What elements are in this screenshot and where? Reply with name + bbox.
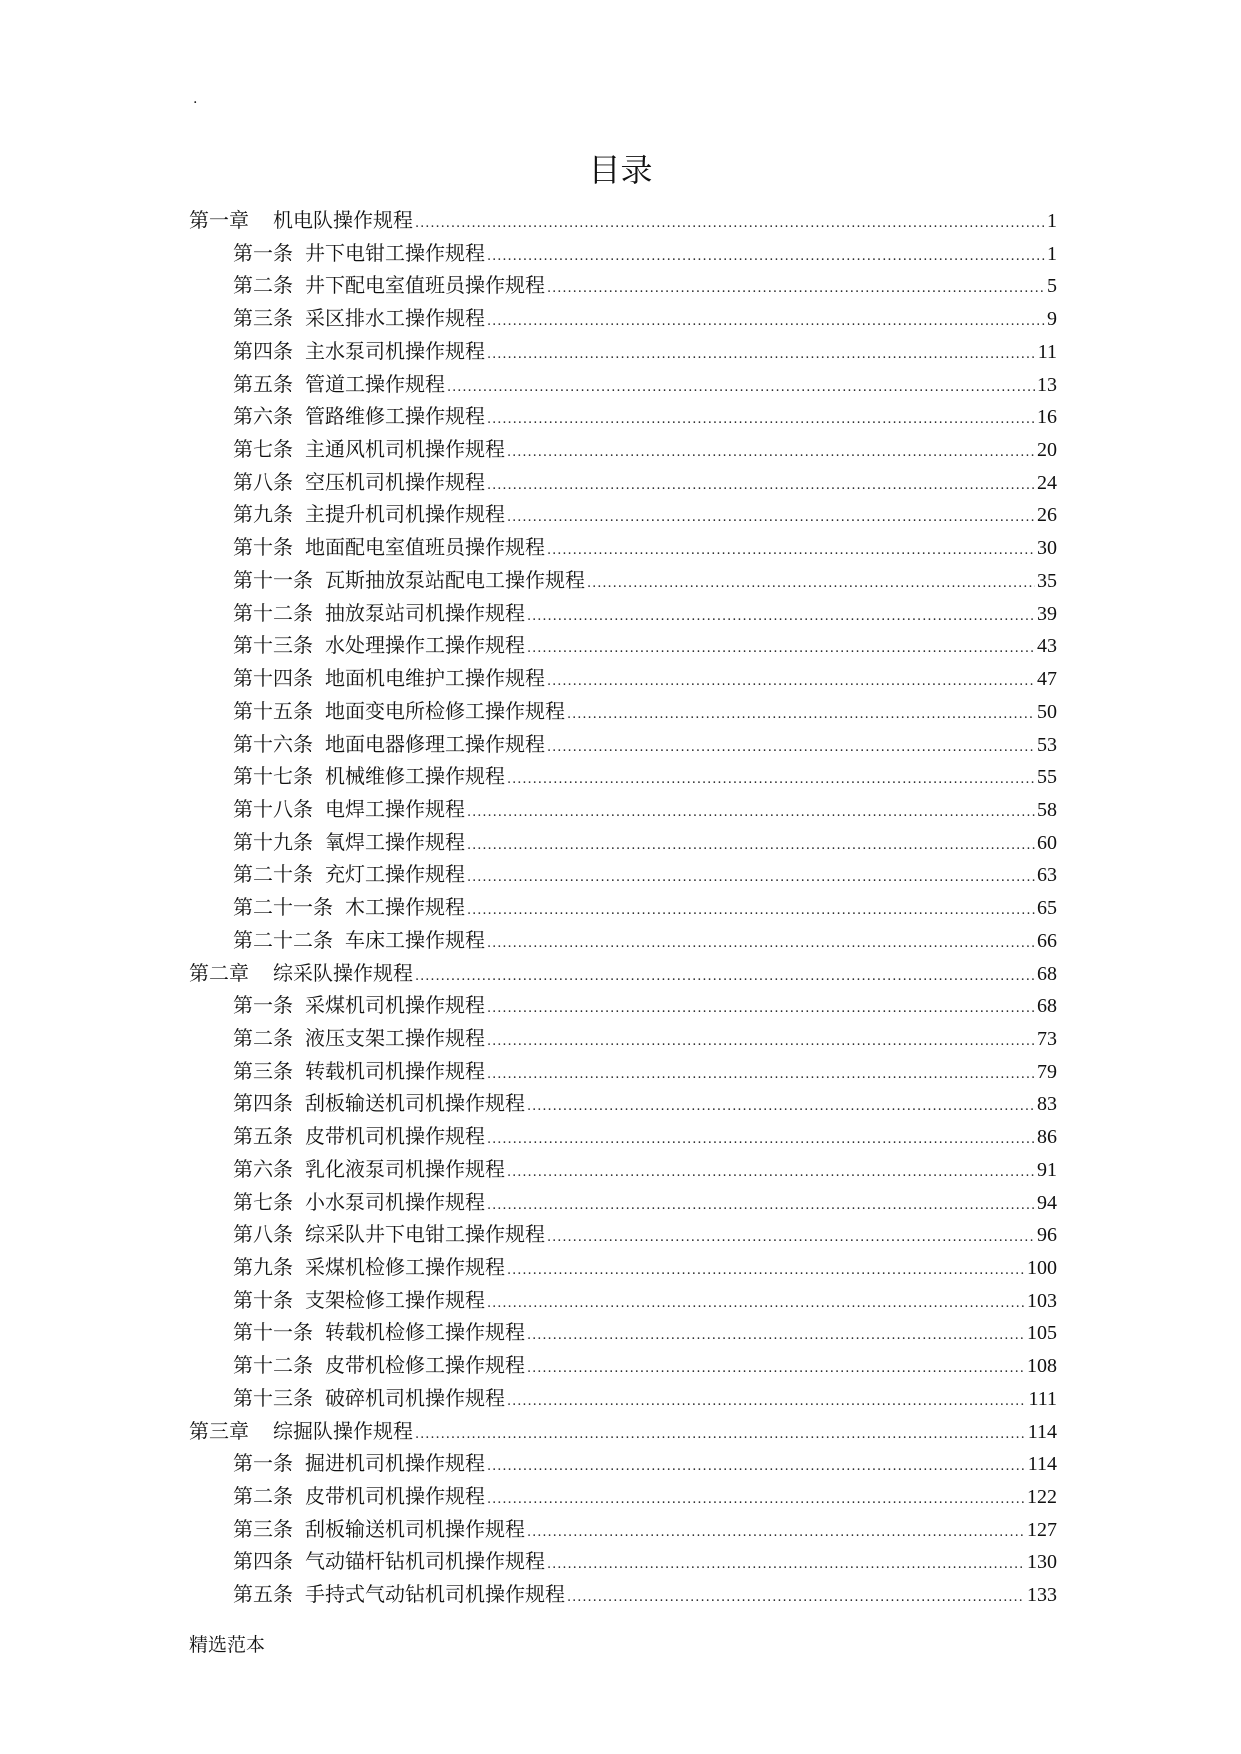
toc-page-number: 79 bbox=[1037, 1060, 1057, 1083]
toc-dot-leader bbox=[567, 1582, 1025, 1615]
toc-entry-number: 第九条 bbox=[233, 502, 293, 527]
toc-entry-number: 第一条 bbox=[233, 1451, 293, 1476]
toc-entry-title: 小水泵司机操作规程 bbox=[305, 1189, 485, 1214]
toc-entry-number: 第十条 bbox=[233, 535, 293, 560]
toc-page-number: 47 bbox=[1037, 668, 1057, 691]
toc-entry-number: 第六条 bbox=[233, 404, 293, 429]
toc-dot-leader bbox=[415, 1419, 1026, 1452]
toc-chapter-entry[interactable] bbox=[189, 957, 1057, 990]
page-footer: 精选范本 bbox=[189, 1634, 266, 1656]
toc-dot-leader bbox=[467, 830, 1035, 863]
toc-section-entry[interactable] bbox=[189, 400, 1057, 433]
toc-page-number: 114 bbox=[1027, 1420, 1057, 1443]
toc-dot-leader bbox=[415, 208, 1045, 241]
toc-page-number: 60 bbox=[1037, 831, 1057, 854]
toc-entry-number: 第八条 bbox=[233, 1222, 293, 1247]
toc-entry-title: 液压支架工操作规程 bbox=[305, 1025, 485, 1050]
toc-entry-title: 地面变电所检修工操作规程 bbox=[325, 698, 565, 723]
toc-page-number: 30 bbox=[1037, 537, 1057, 560]
table-of-contents bbox=[189, 204, 1057, 1611]
toc-entry-number: 第六条 bbox=[233, 1156, 293, 1181]
toc-entry-title: 采区排水工操作规程 bbox=[305, 306, 485, 331]
toc-section-entry[interactable] bbox=[189, 1578, 1057, 1611]
toc-dot-leader bbox=[487, 1484, 1025, 1517]
toc-dot-leader bbox=[487, 1026, 1035, 1059]
toc-section-entry[interactable] bbox=[189, 1382, 1057, 1415]
toc-page-number: 111 bbox=[1028, 1387, 1057, 1410]
toc-entry-number: 第五条 bbox=[233, 371, 293, 396]
toc-page-number: 65 bbox=[1037, 897, 1057, 920]
toc-entry-title: 地面配电室值班员操作规程 bbox=[305, 535, 545, 560]
toc-entry-title: 主提升机司机操作规程 bbox=[305, 502, 505, 527]
toc-entry-number: 第四条 bbox=[233, 338, 293, 363]
toc-entry-title: 采煤机司机操作规程 bbox=[305, 993, 485, 1018]
toc-section-entry[interactable] bbox=[189, 302, 1057, 335]
toc-page-number: 133 bbox=[1027, 1584, 1057, 1607]
toc-section-entry[interactable] bbox=[189, 695, 1057, 728]
toc-page-number: 94 bbox=[1037, 1191, 1057, 1214]
toc-page-number: 83 bbox=[1037, 1093, 1057, 1116]
toc-section-entry[interactable] bbox=[189, 269, 1057, 302]
toc-entry-number: 第三条 bbox=[233, 306, 293, 331]
toc-entry-title: 刮板输送机司机操作规程 bbox=[305, 1516, 525, 1541]
toc-entry-number: 第八条 bbox=[233, 469, 293, 494]
toc-dot-leader bbox=[547, 535, 1035, 568]
toc-dot-leader bbox=[487, 470, 1035, 503]
toc-page-number: 55 bbox=[1037, 766, 1057, 789]
toc-section-entry[interactable] bbox=[189, 1513, 1057, 1546]
toc-page-number: 127 bbox=[1027, 1518, 1057, 1541]
toc-dot-leader bbox=[467, 862, 1035, 895]
toc-page-number: 105 bbox=[1027, 1322, 1057, 1345]
toc-entry-title: 采煤机检修工操作规程 bbox=[305, 1255, 505, 1279]
toc-page-number: 16 bbox=[1037, 406, 1057, 429]
toc-entry-title: 乳化液泵司机操作规程 bbox=[305, 1156, 505, 1181]
toc-page-number: 9 bbox=[1047, 308, 1057, 331]
toc-dot-leader bbox=[547, 732, 1035, 765]
toc-entry-number: 第一条 bbox=[233, 993, 293, 1018]
toc-entry-title: 机电队操作规程 bbox=[273, 208, 413, 232]
toc-dot-leader bbox=[567, 699, 1035, 732]
toc-page-number: 5 bbox=[1047, 275, 1057, 298]
toc-page-number: 114 bbox=[1027, 1453, 1057, 1476]
toc-dot-leader bbox=[547, 666, 1035, 699]
toc-dot-leader bbox=[487, 1059, 1035, 1092]
toc-section-entry[interactable] bbox=[189, 1022, 1057, 1055]
toc-section-entry[interactable] bbox=[189, 826, 1057, 859]
toc-dot-leader bbox=[487, 1451, 1026, 1484]
toc-page-number: 24 bbox=[1037, 471, 1057, 494]
toc-section-entry[interactable] bbox=[189, 793, 1057, 826]
toc-entry-title: 皮带机司机操作规程 bbox=[305, 1484, 485, 1509]
toc-dot-leader bbox=[507, 1157, 1035, 1190]
toc-entry-title: 水处理操作工操作规程 bbox=[325, 633, 525, 658]
toc-dot-leader bbox=[527, 1353, 1025, 1386]
toc-entry-number: 第十一条 bbox=[233, 1320, 313, 1345]
toc-page-number: 91 bbox=[1037, 1158, 1057, 1181]
toc-section-entry[interactable] bbox=[189, 1349, 1057, 1382]
toc-page-number: 103 bbox=[1027, 1289, 1057, 1312]
toc-dot-leader bbox=[507, 502, 1035, 535]
toc-section-entry[interactable] bbox=[189, 433, 1057, 466]
toc-entry-number: 第五条 bbox=[233, 1124, 293, 1149]
toc-entry-number: 第三条 bbox=[233, 1058, 293, 1083]
toc-entry-title: 掘进机司机操作规程 bbox=[305, 1451, 485, 1476]
toc-section-entry[interactable] bbox=[189, 891, 1057, 924]
toc-dot-leader bbox=[527, 1517, 1025, 1550]
toc-entry-title: 井下电钳工操作规程 bbox=[305, 240, 485, 265]
toc-entry-title: 主水泵司机操作规程 bbox=[305, 338, 485, 363]
toc-entry-title: 井下配电室值班员操作规程 bbox=[305, 273, 545, 298]
toc-section-entry[interactable] bbox=[189, 1120, 1057, 1153]
toc-section-entry[interactable] bbox=[189, 760, 1057, 793]
toc-entry-number: 第三条 bbox=[233, 1516, 293, 1541]
toc-entry-number: 第一章 bbox=[189, 208, 249, 232]
toc-section-entry[interactable] bbox=[189, 1447, 1057, 1480]
toc-page-number: 122 bbox=[1027, 1486, 1057, 1509]
toc-page-number: 50 bbox=[1037, 700, 1057, 723]
toc-page-number: 35 bbox=[1037, 569, 1057, 592]
toc-dot-leader bbox=[527, 633, 1035, 666]
toc-entry-number: 第七条 bbox=[233, 437, 293, 462]
toc-dot-leader bbox=[447, 372, 1035, 405]
toc-page-number: 68 bbox=[1037, 995, 1057, 1018]
toc-entry-title: 转载机司机操作规程 bbox=[305, 1058, 485, 1083]
toc-title: 目录 bbox=[588, 151, 653, 189]
toc-dot-leader bbox=[527, 1091, 1035, 1124]
toc-dot-leader bbox=[487, 1124, 1035, 1157]
toc-page-number: 96 bbox=[1037, 1224, 1057, 1247]
toc-entry-title: 综采队井下电钳工操作规程 bbox=[305, 1222, 545, 1247]
toc-entry-number: 第二条 bbox=[233, 1025, 293, 1050]
toc-entry-number: 第二条 bbox=[233, 273, 293, 298]
toc-section-entry[interactable] bbox=[189, 335, 1057, 368]
toc-page-number: 63 bbox=[1037, 864, 1057, 887]
toc-dot-leader bbox=[487, 241, 1045, 274]
toc-dot-leader bbox=[587, 568, 1035, 601]
toc-entry-title: 刮板输送机司机操作规程 bbox=[305, 1091, 525, 1116]
toc-section-entry[interactable] bbox=[189, 1545, 1057, 1578]
toc-entry-number: 第十三条 bbox=[233, 1385, 313, 1410]
toc-entry-title: 手持式气动钻机司机操作规程 bbox=[305, 1582, 565, 1607]
toc-entry-number: 第十六条 bbox=[233, 731, 313, 756]
toc-entry-number: 第九条 bbox=[233, 1255, 293, 1279]
toc-section-entry[interactable] bbox=[189, 1055, 1057, 1088]
toc-entry-number: 第二条 bbox=[233, 1484, 293, 1509]
toc-entry-number: 第十二条 bbox=[233, 600, 313, 625]
toc-dot-leader bbox=[507, 1386, 1026, 1419]
toc-page-number: 1 bbox=[1047, 210, 1057, 232]
toc-page-number: 108 bbox=[1027, 1355, 1057, 1378]
toc-entry-number: 第十二条 bbox=[233, 1353, 313, 1378]
toc-entry-number: 第二十一条 bbox=[233, 895, 333, 920]
toc-entry-title: 木工操作规程 bbox=[345, 895, 465, 920]
toc-page-number: 130 bbox=[1027, 1551, 1057, 1574]
toc-dot-leader bbox=[487, 306, 1045, 339]
toc-entry-number: 第十五条 bbox=[233, 698, 313, 723]
toc-section-entry[interactable] bbox=[189, 924, 1057, 957]
toc-section-entry[interactable] bbox=[189, 1284, 1057, 1317]
toc-page-number: 26 bbox=[1037, 504, 1057, 527]
toc-section-entry[interactable] bbox=[189, 1153, 1057, 1186]
toc-entry-number: 第十条 bbox=[233, 1287, 293, 1312]
toc-page-number: 20 bbox=[1037, 439, 1057, 462]
toc-entry-title: 抽放泵站司机操作规程 bbox=[325, 600, 525, 625]
toc-section-entry[interactable] bbox=[189, 597, 1057, 630]
toc-section-entry[interactable] bbox=[189, 1087, 1057, 1120]
toc-entry-number: 第十八条 bbox=[233, 796, 313, 821]
toc-entry-title: 车床工操作规程 bbox=[345, 927, 485, 952]
toc-dot-leader bbox=[547, 1549, 1025, 1582]
corner-mark: . bbox=[193, 91, 198, 107]
toc-entry-number: 第五条 bbox=[233, 1582, 293, 1607]
toc-entry-number: 第七条 bbox=[233, 1189, 293, 1214]
toc-section-entry[interactable] bbox=[189, 498, 1057, 531]
toc-section-entry[interactable] bbox=[189, 1251, 1057, 1284]
toc-entry-title: 转载机检修工操作规程 bbox=[325, 1320, 525, 1345]
toc-entry-title: 主通风机司机操作规程 bbox=[305, 437, 505, 462]
toc-page-number: 53 bbox=[1037, 733, 1057, 756]
toc-section-entry[interactable] bbox=[189, 531, 1057, 564]
toc-entry-title: 综采队操作规程 bbox=[273, 960, 413, 985]
toc-entry-title: 皮带机司机操作规程 bbox=[305, 1124, 485, 1149]
toc-entry-title: 电焊工操作规程 bbox=[325, 796, 465, 821]
toc-page-number: 100 bbox=[1027, 1257, 1057, 1279]
toc-entry-number: 第二章 bbox=[189, 960, 249, 985]
toc-entry-number: 第一条 bbox=[233, 240, 293, 265]
toc-section-entry[interactable] bbox=[189, 728, 1057, 761]
toc-entry-title: 地面电器修理工操作规程 bbox=[325, 731, 545, 756]
toc-page-number: 66 bbox=[1037, 929, 1057, 952]
toc-page-number: 43 bbox=[1037, 635, 1057, 658]
toc-entry-title: 机械维修工操作规程 bbox=[325, 764, 505, 789]
toc-section-entry[interactable] bbox=[189, 858, 1057, 891]
toc-page-number: 11 bbox=[1037, 340, 1057, 363]
toc-dot-leader bbox=[507, 1255, 1025, 1288]
toc-entry-number: 第二十二条 bbox=[233, 927, 333, 952]
toc-section-entry[interactable] bbox=[189, 368, 1057, 401]
toc-entry-title: 充灯工操作规程 bbox=[325, 862, 465, 887]
toc-section-entry[interactable] bbox=[189, 1186, 1057, 1219]
toc-entry-number: 第十四条 bbox=[233, 666, 313, 691]
toc-entry-number: 第十一条 bbox=[233, 567, 313, 592]
toc-dot-leader bbox=[487, 1190, 1035, 1223]
toc-entry-title: 瓦斯抽放泵站配电工操作规程 bbox=[325, 567, 585, 592]
toc-dot-leader bbox=[547, 1222, 1035, 1255]
toc-entry-number: 第十三条 bbox=[233, 633, 313, 658]
toc-entry-number: 第三章 bbox=[189, 1418, 249, 1443]
toc-entry-title: 氧焊工操作规程 bbox=[325, 829, 465, 854]
toc-entry-number: 第四条 bbox=[233, 1549, 293, 1574]
toc-section-entry[interactable] bbox=[189, 989, 1057, 1022]
toc-entry-title: 管道工操作规程 bbox=[305, 371, 445, 396]
toc-page-number: 86 bbox=[1037, 1126, 1057, 1149]
toc-entry-title: 气动锚杆钻机司机操作规程 bbox=[305, 1549, 545, 1574]
toc-entry-number: 第十九条 bbox=[233, 829, 313, 854]
toc-dot-leader bbox=[415, 961, 1035, 994]
toc-dot-leader bbox=[527, 601, 1035, 634]
toc-entry-title: 地面机电维护工操作规程 bbox=[325, 666, 545, 691]
toc-dot-leader bbox=[467, 895, 1035, 928]
toc-entry-title: 支架检修工操作规程 bbox=[305, 1287, 485, 1312]
toc-dot-leader bbox=[487, 993, 1035, 1026]
toc-page-number: 13 bbox=[1037, 373, 1057, 396]
toc-section-entry[interactable] bbox=[189, 564, 1057, 597]
toc-dot-leader bbox=[527, 1320, 1025, 1353]
toc-dot-leader bbox=[507, 764, 1035, 797]
toc-section-entry[interactable] bbox=[189, 466, 1057, 499]
toc-section-entry[interactable] bbox=[189, 629, 1057, 662]
toc-section-entry[interactable] bbox=[189, 662, 1057, 695]
toc-page-number: 68 bbox=[1037, 962, 1057, 985]
toc-entry-title: 管路维修工操作规程 bbox=[305, 404, 485, 429]
toc-page-number: 73 bbox=[1037, 1027, 1057, 1050]
toc-dot-leader bbox=[467, 797, 1035, 830]
toc-entry-number: 第四条 bbox=[233, 1091, 293, 1116]
toc-entry-title: 空压机司机操作规程 bbox=[305, 469, 485, 494]
toc-section-entry[interactable] bbox=[189, 1480, 1057, 1513]
toc-dot-leader bbox=[507, 437, 1035, 470]
toc-entry-title: 破碎机司机操作规程 bbox=[325, 1385, 505, 1410]
toc-page-number: 1 bbox=[1047, 242, 1057, 265]
toc-dot-leader bbox=[487, 339, 1036, 372]
toc-chapter-entry[interactable] bbox=[189, 204, 1057, 237]
toc-dot-leader bbox=[487, 404, 1035, 437]
toc-entry-title: 皮带机检修工操作规程 bbox=[325, 1353, 525, 1378]
toc-page-number: 58 bbox=[1037, 798, 1057, 821]
toc-section-entry[interactable] bbox=[189, 237, 1057, 270]
toc-dot-leader bbox=[547, 273, 1045, 306]
toc-section-entry[interactable] bbox=[189, 1218, 1057, 1251]
toc-dot-leader bbox=[487, 1288, 1025, 1321]
toc-dot-leader bbox=[487, 928, 1035, 961]
toc-section-entry[interactable] bbox=[189, 1316, 1057, 1349]
toc-chapter-entry[interactable] bbox=[189, 1415, 1057, 1448]
toc-entry-number: 第二十条 bbox=[233, 862, 313, 887]
toc-entry-title: 综掘队操作规程 bbox=[273, 1418, 413, 1443]
toc-entry-number: 第十七条 bbox=[233, 764, 313, 789]
toc-page-number: 39 bbox=[1037, 602, 1057, 625]
